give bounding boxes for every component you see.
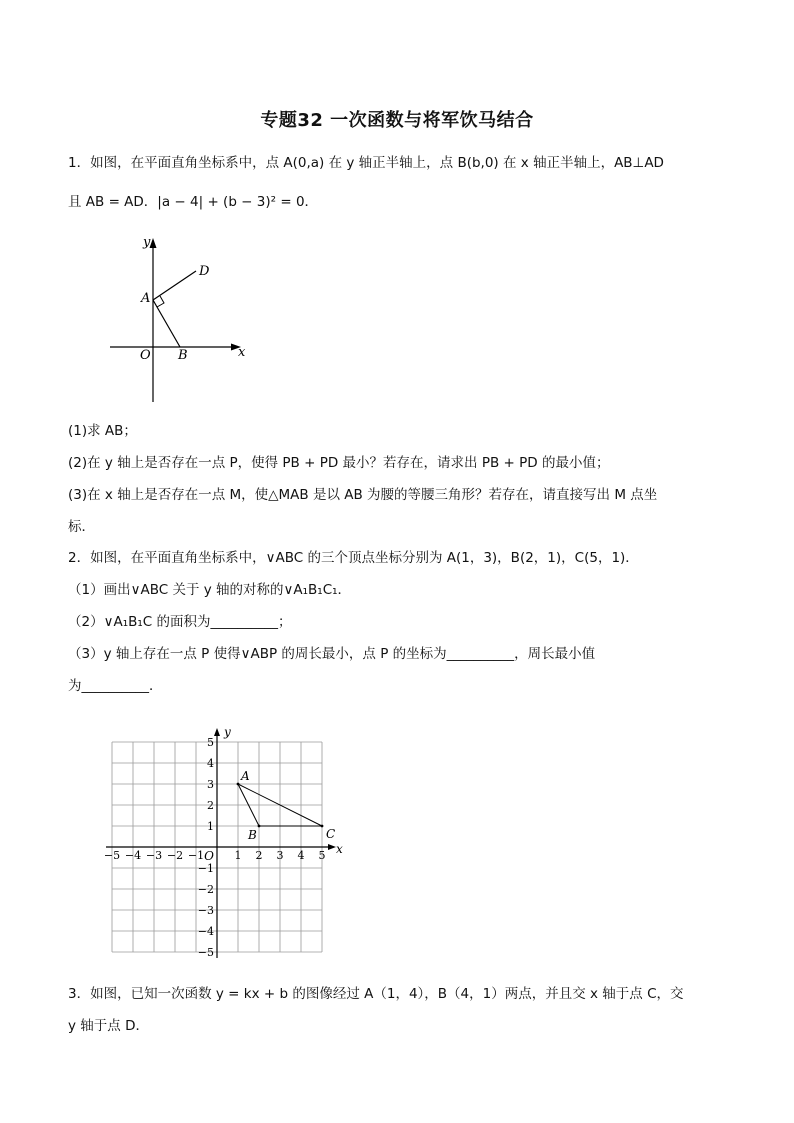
y-tick-label: 1	[207, 820, 214, 833]
q1-figure	[100, 232, 260, 407]
q1-part1: (1)求 AB；	[68, 423, 137, 439]
x-tick-label: 2	[255, 849, 263, 862]
q3-line2: y 轴于点 D．	[68, 1018, 149, 1034]
y-tick-label: 3	[207, 778, 214, 791]
q1-segment-ad	[153, 271, 196, 300]
origin-label: O	[204, 849, 214, 863]
point-label-a: A	[241, 769, 250, 783]
x-tick-label: −4	[124, 849, 142, 862]
q1-label-o: O	[140, 348, 151, 363]
x-tick-label: 5	[318, 849, 326, 862]
y-axis-arrow	[214, 728, 220, 736]
y-tick-label: 4	[207, 757, 214, 770]
q2-coordinate-chart	[96, 714, 358, 966]
point-c	[321, 825, 324, 828]
y-axis-label: y	[224, 725, 231, 739]
y-tick-label: 2	[207, 799, 214, 812]
q1-part3-line1: (3)在 x 轴上是否存在一点 M，使△MAB 是以 AB 为腰的等腰三角形？若存在，请直接写出 M 点坐	[68, 487, 658, 503]
q1-label-y: y	[143, 235, 151, 250]
x-axis-label: x	[336, 842, 343, 856]
x-tick-label: −2	[166, 849, 184, 862]
q1-y-arrow	[150, 238, 157, 248]
y-tick-label: −1	[197, 862, 214, 875]
y-tick-label: −2	[197, 883, 214, 896]
q1-line1: 1．如图，在平面直角坐标系中，点 A(0,a) 在 y 轴正半轴上，点 B(b,0) 在 x 轴正半轴上，AB⊥AD	[68, 155, 664, 171]
q1-part2: (2)在 y 轴上是否存在一点 P，使得 PB + PD 最小？若存在，请求出 PB + PD 的最小值；	[68, 455, 610, 471]
point-b	[258, 825, 261, 828]
q1-label-x: x	[238, 345, 246, 360]
q2-part3-line2: 为__________．	[68, 678, 163, 694]
q3-line1: 3．如图，已知一次函数 y = kx + b 的图像经过 A（1，4），B（4，1）两点，并且交 x 轴于点 C，交	[68, 986, 684, 1002]
q2-line1: 2．如图，在平面直角坐标系中，∨ABC 的三个顶点坐标分别为 A(1，3)，B(2，1)，C(5，1)．	[68, 550, 639, 566]
x-tick-label: −3	[145, 849, 163, 862]
q2-part2: （2）∨A₁B₁C 的面积为__________；	[68, 614, 292, 630]
q1-label-d: D	[199, 264, 210, 279]
q1-part3-line2: 标．	[68, 519, 95, 535]
q1-label-a: A	[141, 291, 151, 306]
x-tick-label: 1	[234, 849, 242, 862]
y-tick-label: −3	[197, 904, 214, 917]
y-tick-label: −4	[197, 925, 214, 938]
x-tick-label: −1	[187, 849, 205, 862]
point-a	[237, 783, 240, 786]
q2-part1: （1）画出∨ABC 关于 y 轴的对称的∨A₁B₁C₁．	[68, 582, 352, 598]
x-tick-label: 4	[297, 849, 305, 862]
page-title: 专题32 一次函数与将军饮马结合	[260, 110, 534, 131]
q1-right-angle-mark	[157, 296, 164, 307]
x-tick-label: −5	[103, 849, 121, 862]
point-label-c: C	[326, 827, 336, 841]
x-tick-label: 3	[276, 849, 284, 862]
y-tick-label: 5	[207, 736, 214, 749]
q1-line2: 且 AB = AD．|a − 4| + (b − 3)² = 0．	[68, 194, 319, 210]
x-axis-arrow	[328, 844, 336, 850]
q1-label-b: B	[178, 348, 188, 363]
y-tick-label: −5	[197, 946, 214, 959]
point-label-b: B	[248, 828, 257, 842]
q2-part3-line1: （3）y 轴上存在一点 P 使得∨ABP 的周长最小，点 P 的坐标为__________，周长最小值	[68, 646, 596, 662]
